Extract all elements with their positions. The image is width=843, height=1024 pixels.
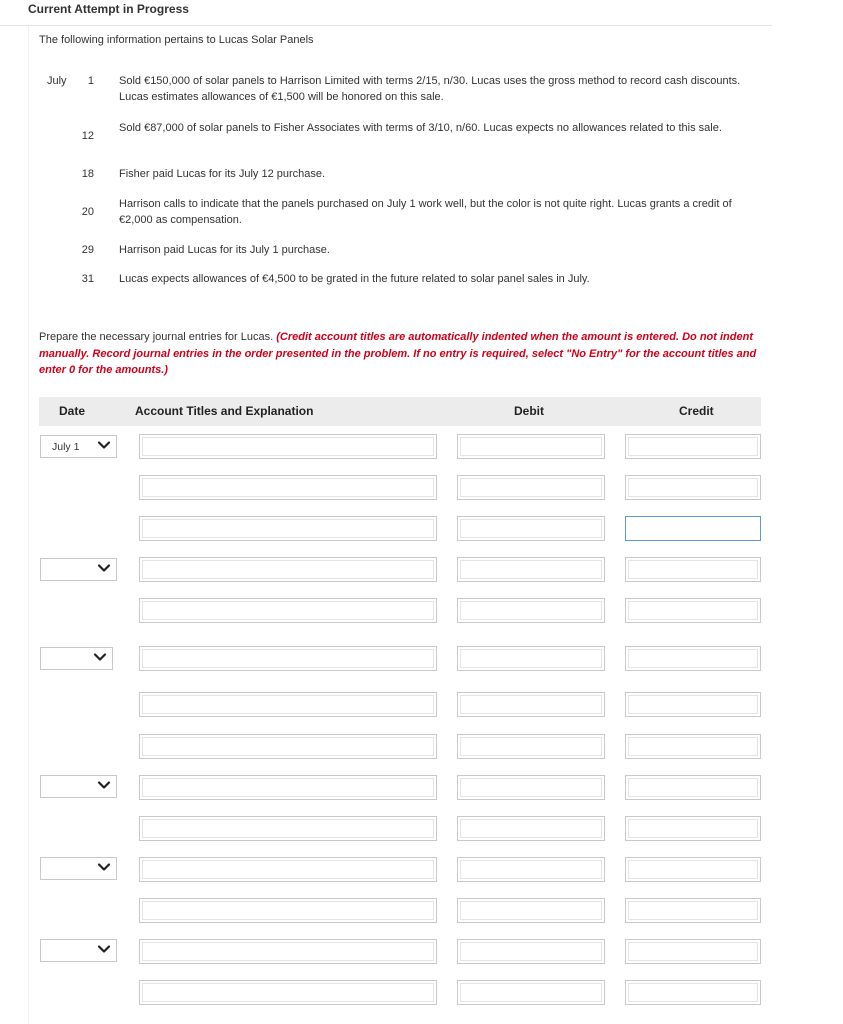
debit-input[interactable] <box>457 475 605 500</box>
date-select[interactable] <box>40 558 117 581</box>
credit-input[interactable] <box>625 980 761 1005</box>
event-day: 1 <box>87 75 94 87</box>
debit-input[interactable] <box>457 692 605 717</box>
header-credit: Credit <box>679 404 714 418</box>
credit-input[interactable] <box>625 775 761 800</box>
date-value: July 1 <box>52 441 80 453</box>
credit-input[interactable] <box>625 557 761 582</box>
date-select[interactable] <box>40 775 117 798</box>
event-text: Harrison paid Lucas for its July 1 purchase. <box>119 244 330 256</box>
account-title-input[interactable] <box>139 557 437 582</box>
account-title-input[interactable] <box>139 692 437 717</box>
credit-input[interactable] <box>625 734 761 759</box>
debit-input[interactable] <box>457 557 605 582</box>
header-debit: Debit <box>514 404 544 418</box>
chevron-down-icon <box>97 561 111 575</box>
account-title-input[interactable] <box>139 646 437 671</box>
event-text: Sold €150,000 of solar panels to Harrison Limited with terms 2/15, n/30. Lucas uses the gross method to record cash discounts. Lucas estimates allowances of €1,500 will be honored on this sale. <box>119 75 741 103</box>
date-select[interactable] <box>40 647 113 670</box>
debit-input[interactable] <box>457 775 605 800</box>
account-title-input[interactable] <box>139 939 437 964</box>
event-day: 12 <box>81 130 94 142</box>
instructions <box>39 329 769 379</box>
chevron-down-icon <box>93 650 107 664</box>
event-text: Sold €87,000 of solar panels to Fisher Associates with terms of 3/10, n/60. Lucas expects no allowances related to this sale. <box>119 122 722 134</box>
problem-intro: The following information pertains to Lucas Solar Panels <box>39 34 314 46</box>
credit-input[interactable] <box>625 646 761 671</box>
credit-input[interactable] <box>625 516 761 541</box>
credit-input[interactable] <box>625 434 761 459</box>
event-month: July <box>47 75 67 87</box>
debit-input[interactable] <box>457 598 605 623</box>
content-border <box>28 26 29 1024</box>
credit-input[interactable] <box>625 692 761 717</box>
instructions-lead: Prepare the necessary journal entries for Lucas. <box>39 331 277 343</box>
debit-input[interactable] <box>457 816 605 841</box>
chevron-down-icon <box>97 438 111 452</box>
credit-input[interactable] <box>625 857 761 882</box>
account-title-input[interactable] <box>139 857 437 882</box>
date-select[interactable] <box>40 435 117 458</box>
chevron-down-icon <box>97 778 111 792</box>
credit-input[interactable] <box>625 816 761 841</box>
chevron-down-icon <box>97 942 111 956</box>
date-select[interactable] <box>40 939 117 962</box>
debit-input[interactable] <box>457 516 605 541</box>
account-title-input[interactable] <box>139 434 437 459</box>
debit-input[interactable] <box>457 898 605 923</box>
credit-input[interactable] <box>625 939 761 964</box>
debit-input[interactable] <box>457 857 605 882</box>
instructions-emphasis: (Credit account titles are automatically indented when the amount is entered. Do not indent manually. Record journal entries in the order presented in the problem. If no entry is required, select "No Entry" for the account titles and enter 0 for the amounts.) <box>39 331 757 376</box>
debit-input[interactable] <box>457 734 605 759</box>
event-text: Harrison calls to indicate that the panels purchased on July 1 work well, but the color is not quite right. Lucas grants a credit of €2,000 as compensation. <box>119 198 732 226</box>
account-title-input[interactable] <box>139 775 437 800</box>
account-title-input[interactable] <box>139 734 437 759</box>
account-title-input[interactable] <box>139 475 437 500</box>
event-day: 20 <box>81 206 94 218</box>
account-title-input[interactable] <box>139 598 437 623</box>
page-title: Current Attempt in Progress <box>28 2 189 16</box>
debit-input[interactable] <box>457 939 605 964</box>
header-account: Account Titles and Explanation <box>135 404 314 418</box>
account-title-input[interactable] <box>139 516 437 541</box>
account-title-input[interactable] <box>139 898 437 923</box>
date-select[interactable] <box>40 857 117 880</box>
debit-input[interactable] <box>457 434 605 459</box>
debit-input[interactable] <box>457 980 605 1005</box>
page-header <box>0 0 772 26</box>
account-title-input[interactable] <box>139 816 437 841</box>
journal-table-header <box>39 397 761 426</box>
credit-input[interactable] <box>625 475 761 500</box>
event-day: 29 <box>81 244 94 256</box>
credit-input[interactable] <box>625 898 761 923</box>
header-date: Date <box>59 404 86 418</box>
account-title-input[interactable] <box>139 980 437 1005</box>
event-day: 18 <box>81 168 94 180</box>
credit-input[interactable] <box>625 598 761 623</box>
event-text: Fisher paid Lucas for its July 12 purchase. <box>119 168 326 180</box>
event-text: Lucas expects allowances of €4,500 to be grated in the future related to solar panel sales in July. <box>119 273 590 285</box>
event-day: 31 <box>81 273 94 285</box>
debit-input[interactable] <box>457 646 605 671</box>
chevron-down-icon <box>97 860 111 874</box>
